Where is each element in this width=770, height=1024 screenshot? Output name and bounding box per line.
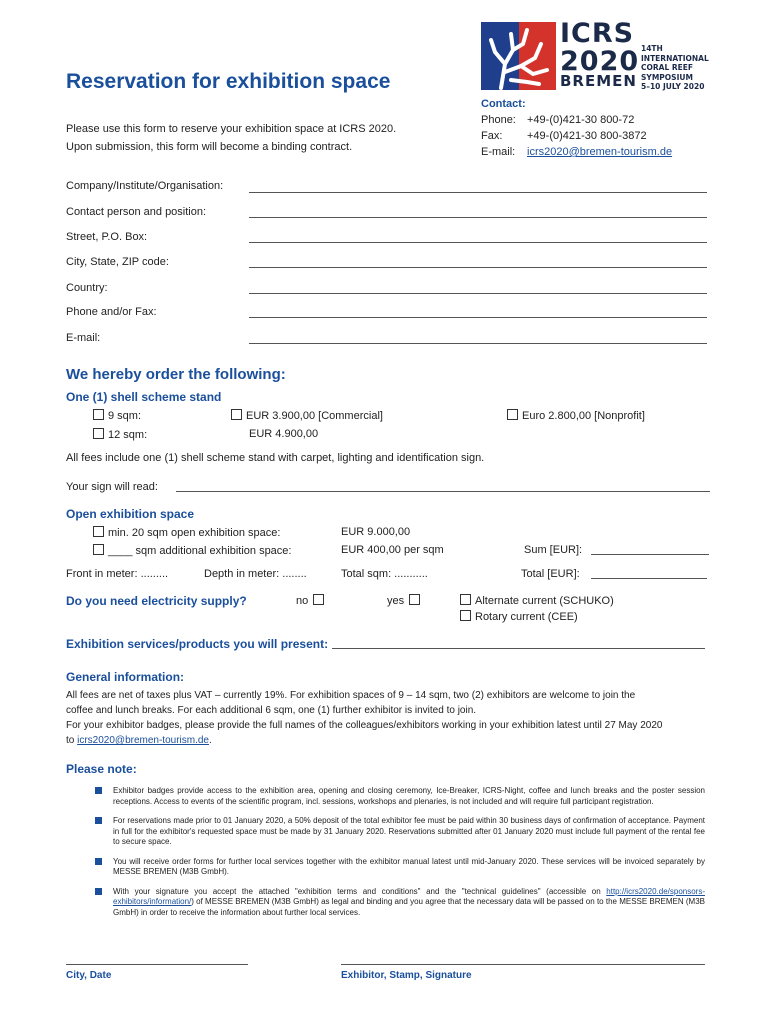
icrs-logo xyxy=(481,20,711,92)
option-nonprofit: Euro 2.800,00 [Nonprofit] xyxy=(507,409,645,422)
option-commercial: EUR 3.900,00 [Commercial] xyxy=(231,409,383,422)
depth-meter-label: Depth in meter: ........ xyxy=(204,568,307,580)
contact-block xyxy=(481,96,672,160)
email-label: E-mail: xyxy=(481,146,516,158)
services-input-line[interactable] xyxy=(332,647,705,649)
terms-link[interactable]: http://icrs2020.de/sponsors-exhibitors/information/ xyxy=(113,886,705,906)
checkbox-nonprofit[interactable] xyxy=(507,409,518,420)
phone-value: +49-(0)421-30 800-72 xyxy=(527,114,635,126)
note-item: You will receive order forms for further local services together with the exhibitor manual latest until mid-January 2020. These services will be invoiced separately by MESSE BREMEN (M3B GmbH). xyxy=(95,857,705,878)
fax-value: +49-(0)421-30 800-3872 xyxy=(527,130,647,142)
fees-note: All fees include one (1) shell scheme stand with carpet, lighting and identification sign. xyxy=(66,452,485,464)
intro-line-2: Upon submission, this form will become a binding contract. xyxy=(66,141,353,153)
additional-price: EUR 400,00 per sqm xyxy=(341,544,444,556)
field-email-line[interactable] xyxy=(249,342,707,344)
field-company-line[interactable] xyxy=(249,191,707,193)
phone-label: Phone: xyxy=(481,114,516,126)
option-12sqm: 12 sqm: xyxy=(93,428,147,441)
sign-input-line[interactable] xyxy=(176,490,710,492)
city-date-label: City, Date xyxy=(66,970,112,981)
order-heading: We hereby order the following: xyxy=(66,366,286,383)
option-additional-sqm: ____ sqm additional exhibition space: xyxy=(93,544,291,557)
field-company-label: Company/Institute/Organisation: xyxy=(66,180,224,192)
option-yes: yes xyxy=(387,594,424,607)
coral-logo-icon xyxy=(481,22,556,90)
city-date-line[interactable] xyxy=(66,963,248,965)
field-street-label: Street, P.O. Box: xyxy=(66,231,148,243)
front-meter-label: Front in meter: ......... xyxy=(66,568,169,580)
sign-label: Your sign will read: xyxy=(66,481,158,493)
signature-label: Exhibitor, Stamp, Signature xyxy=(341,970,472,981)
field-phone-line[interactable] xyxy=(249,316,707,318)
note-item: Exhibitor badges provide access to the exhibition area, opening and closing ceremony, Ice-Breaker, ICRS-Night, coffee and lunch breaks and the poster session receptions. Access to events of the scientific program, incl. sessions, workshops and plenaries, is not included and will require full participant registration. xyxy=(95,786,705,807)
field-contact-person-line[interactable] xyxy=(249,216,707,218)
sum-input-line[interactable] xyxy=(591,553,709,555)
option-9sqm: 9 sqm: xyxy=(93,409,141,422)
field-city-line[interactable] xyxy=(249,266,707,268)
contact-email-link[interactable]: icrs2020@bremen-tourism.de xyxy=(527,146,673,158)
checkbox-yes[interactable] xyxy=(409,594,420,605)
bullet-square-icon xyxy=(95,858,102,865)
field-country-line[interactable] xyxy=(249,292,707,294)
checkbox-12sqm[interactable] xyxy=(93,428,104,439)
option-no: no xyxy=(296,594,328,607)
services-label: Exhibition services/products you will present: xyxy=(66,637,329,651)
logo-year-text: 2020 xyxy=(560,46,640,77)
checkbox-no[interactable] xyxy=(313,594,324,605)
contact-heading: Contact: xyxy=(481,98,526,110)
field-phone-label: Phone and/or Fax: xyxy=(66,306,157,318)
logo-city-text: BREMEN xyxy=(560,72,637,90)
field-country-label: Country: xyxy=(66,282,108,294)
checkbox-commercial[interactable] xyxy=(231,409,242,420)
note-list xyxy=(95,786,705,927)
min-open-price: EUR 9.000,00 xyxy=(341,526,411,538)
total-input-line[interactable] xyxy=(591,577,707,579)
field-contact-person-label: Contact person and position: xyxy=(66,206,207,218)
option-min-open: min. 20 sqm open exhibition space: xyxy=(93,526,280,539)
checkbox-min-open[interactable] xyxy=(93,526,104,537)
general-email-link[interactable]: icrs2020@bremen-tourism.de xyxy=(77,735,209,746)
fax-label: Fax: xyxy=(481,130,503,142)
electricity-question: Do you need electricity supply? xyxy=(66,594,247,608)
field-street-line[interactable] xyxy=(249,241,707,243)
note-item: With your signature you accept the attached "exhibition terms and conditions" and the "technical guidelines" (accessible on http://icrs2020.de/sponsors-exhibitors/information/) of MESSE BREMEN (M3B GmbH) as legal and binding and you agree that the necessary data will be passed on to the MESSE BREMEN (M3B GmbH) in order to receive the information about further local services. xyxy=(95,887,705,919)
general-heading: General information: xyxy=(66,670,185,684)
intro-text xyxy=(66,120,396,156)
price-12sqm: EUR 4.900,00 xyxy=(249,428,319,440)
signature-line[interactable] xyxy=(341,963,705,965)
bullet-square-icon xyxy=(95,888,102,895)
bullet-square-icon xyxy=(95,817,102,824)
field-city-label: City, State, ZIP code: xyxy=(66,256,169,268)
page-title: Reservation for exhibition space xyxy=(66,70,391,93)
option-alternate-current: Alternate current (SCHUKO) xyxy=(460,594,614,607)
checkbox-9sqm[interactable] xyxy=(93,409,104,420)
intro-line-1: Please use this form to reserve your exhibition space at ICRS 2020. xyxy=(66,123,397,135)
note-item: For reservations made prior to 01 January 2020, a 50% deposit of the total exhibitor fee must be paid within 30 business days of confirmation of acceptance. Payment in full for the exhibitor's requested space must be made by 31 January 2020. Reservations submitted after 01 January 2020 must include full payment of the rental fee to secure space. xyxy=(95,816,705,848)
logo-icrs-text: ICRS xyxy=(560,18,635,49)
checkbox-additional-sqm[interactable] xyxy=(93,544,104,555)
shell-scheme-heading: One (1) shell scheme stand xyxy=(66,390,222,404)
note-heading: Please note: xyxy=(66,762,137,776)
sum-label: Sum [EUR]: xyxy=(524,544,583,556)
option-rotary-current: Rotary current (CEE) xyxy=(460,610,578,623)
checkbox-rotary-current[interactable] xyxy=(460,610,471,621)
total-eur-label: Total [EUR]: xyxy=(521,568,580,580)
total-sqm-label: Total sqm: ........... xyxy=(341,568,428,580)
additional-sqm-blank: ____ xyxy=(108,545,133,557)
bullet-square-icon xyxy=(95,787,102,794)
field-email-label: E-mail: xyxy=(66,332,101,344)
general-text: All fees are net of taxes plus VAT – currently 19%. For exhibition spaces of 9 – 14 sqm, two (2) exhibitors are welcome to join the coffee and lunch breaks. For each additional 6 sqm, one (1) further exhibitor is invited to join. For your exhibitor badges, please provide the full names of the colleagues/exhibitors working in your exhibition latest until 27 May 2020 to icrs2020@bremen-tourism.de. xyxy=(66,690,663,746)
open-space-heading: Open exhibition space xyxy=(66,507,195,521)
logo-subtitle: 14TH INTERNATIONAL CORAL REEF SYMPOSIUM 5–10 JULY 2020 xyxy=(641,44,709,91)
checkbox-alternate-current[interactable] xyxy=(460,594,471,605)
